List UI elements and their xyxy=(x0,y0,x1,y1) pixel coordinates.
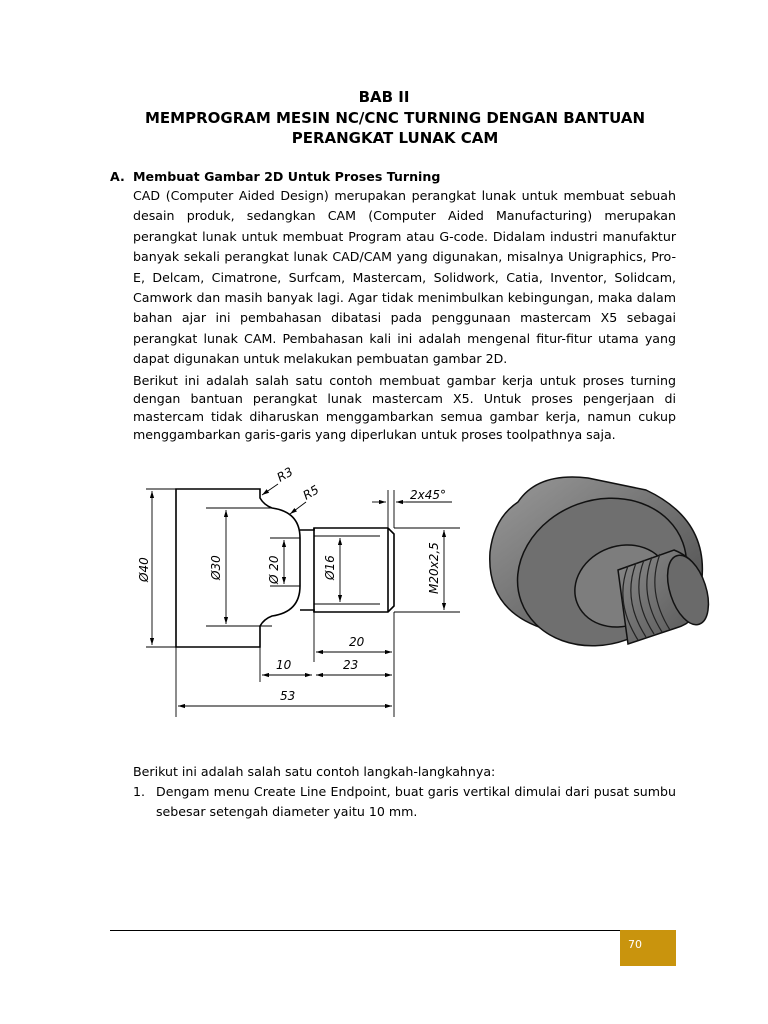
chapter-title: MEMPROGRAM MESIN NC/CNC TURNING DENGAN BANTUAN PERANGKAT LUNAK CAM xyxy=(144,109,646,147)
section-heading xyxy=(110,169,440,184)
page-number-box xyxy=(620,930,676,966)
dim-len23: 23 xyxy=(343,658,359,672)
step-number: 1. xyxy=(133,784,146,799)
dim-d20: Ø 20 xyxy=(267,555,281,584)
dim-r3: R3 xyxy=(274,464,296,485)
dim-r5: R5 xyxy=(300,482,322,503)
dim-len20: 20 xyxy=(349,635,365,649)
steps-intro: Berikut ini adalah salah satu contoh langkah-langkahnya: xyxy=(133,764,496,779)
step-item xyxy=(133,782,676,822)
dim-chamfer: 2x45° xyxy=(410,488,447,502)
part-3d-render xyxy=(478,462,728,682)
dim-len53: 53 xyxy=(280,689,296,703)
paragraph-cad-cam: CAD (Computer Aided Design) merupakan perangkat lunak untuk membuat sebuah desain produk, sedangkan CAM (Computer Aided Manufacturing) merupakan perangkat lunak untuk membuat Program atau G-code. Didalam industri manufaktur banyak sekali perangkat lunak CAD/CAM yang digunakan, misalnya Unigraphics, Pro-E, Delcam, Cimatrone, Surfcam, Mastercam, Solidwork, Catia, Inventor, Solidcam, Camwork dan masih banyak lagi. Agar tidak menimbulkan kebingungan, maka dalam bahan ajar ini pembahasan dibatasi pada penggunaan mastercam X5 sebagai perangkat lunak CAM. Pembahasan kali ini adalah mengenal fitur-fitur utama yang dapat digunakan untuk melakukan pembuatan gambar 2D. xyxy=(133,188,676,367)
page-number: 70 xyxy=(628,938,642,951)
chapter-label: BAB II xyxy=(358,88,410,106)
dim-thread: M20x2,5 xyxy=(427,542,441,594)
section-letter: A. xyxy=(110,169,125,184)
dim-d16: Ø16 xyxy=(323,555,337,580)
dimension-lines xyxy=(146,484,460,717)
footer-rule xyxy=(110,930,620,931)
dim-len10: 10 xyxy=(276,658,292,672)
step-text: Dengam menu Create Line Endpoint, buat garis vertikal dimulai dari pusat sumbu sebesar setengah diameter yaitu 10 mm. xyxy=(156,784,676,819)
dimension-labels xyxy=(137,464,446,703)
section-title: Membuat Gambar 2D Untuk Proses Turning xyxy=(133,169,441,184)
dim-d30: Ø30 xyxy=(209,555,223,580)
dim-d40: Ø40 xyxy=(137,557,151,582)
technical-drawing xyxy=(130,462,470,724)
paragraph-example: Berikut ini adalah salah satu contoh membuat gambar kerja untuk proses turning dengan bantuan perangkat lunak mastercam X5. Untuk proses pengerjaan di mastercam tidak diharuskan menggambarkan semua gambar kerja, namun cukup menggambarkan garis-garis yang diperlukan untuk proses toolpathnya saja. xyxy=(133,373,676,442)
